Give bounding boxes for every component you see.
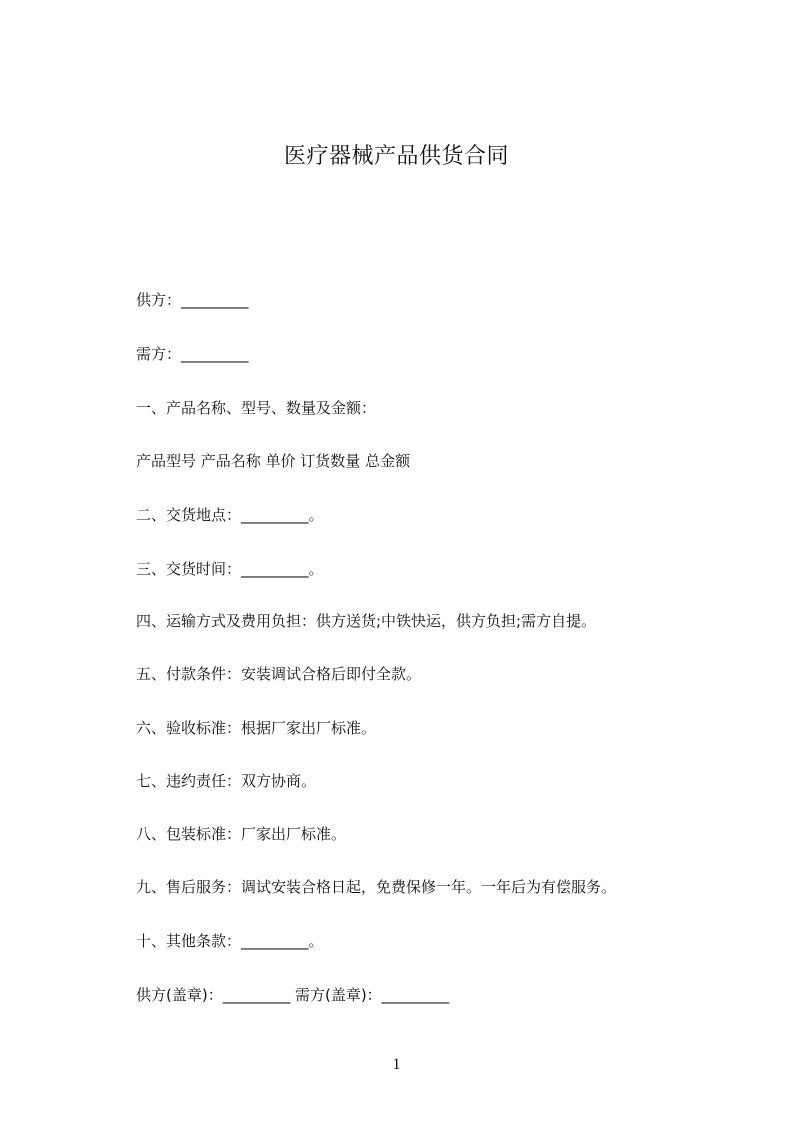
supplier-line: 供方：_________ bbox=[136, 291, 249, 309]
clause-9-after-sales: 九、售后服务：调试安装合格日起，免费保修一年。一年后为有偿服务。 bbox=[136, 878, 617, 896]
page-number: 1 bbox=[392, 1056, 401, 1073]
product-columns-line: 产品型号 产品名称 单价 订货数量 总金额 bbox=[136, 452, 411, 470]
clause-8-packaging: 八、包装标准：厂家出厂标准。 bbox=[136, 825, 347, 843]
buyer-line: 需方：_________ bbox=[136, 345, 249, 363]
clause-4-transport: 四、运输方式及费用负担：供方送货;中铁快运，供方负担;需方自提。 bbox=[136, 612, 597, 630]
clause-10-other-terms: 十、其他条款：_________。 bbox=[136, 932, 324, 950]
clause-3-delivery-time: 三、交货时间：_________。 bbox=[136, 560, 324, 578]
clause-6-acceptance: 六、验收标准：根据厂家出厂标准。 bbox=[136, 719, 377, 737]
clause-7-liability: 七、违约责任：双方协商。 bbox=[136, 772, 317, 790]
document-title: 医疗器械产品供货合同 bbox=[283, 144, 509, 169]
clause-2-delivery-place: 二、交货地点：_________。 bbox=[136, 506, 324, 524]
signature-line: 供方(盖章)：_________ 需方(盖章)：_________ bbox=[136, 986, 450, 1004]
clause-5-payment: 五、付款条件：安装调试合格后即付全款。 bbox=[136, 665, 422, 683]
clause-1-heading: 一、产品名称、型号、数量及金额： bbox=[136, 399, 377, 417]
